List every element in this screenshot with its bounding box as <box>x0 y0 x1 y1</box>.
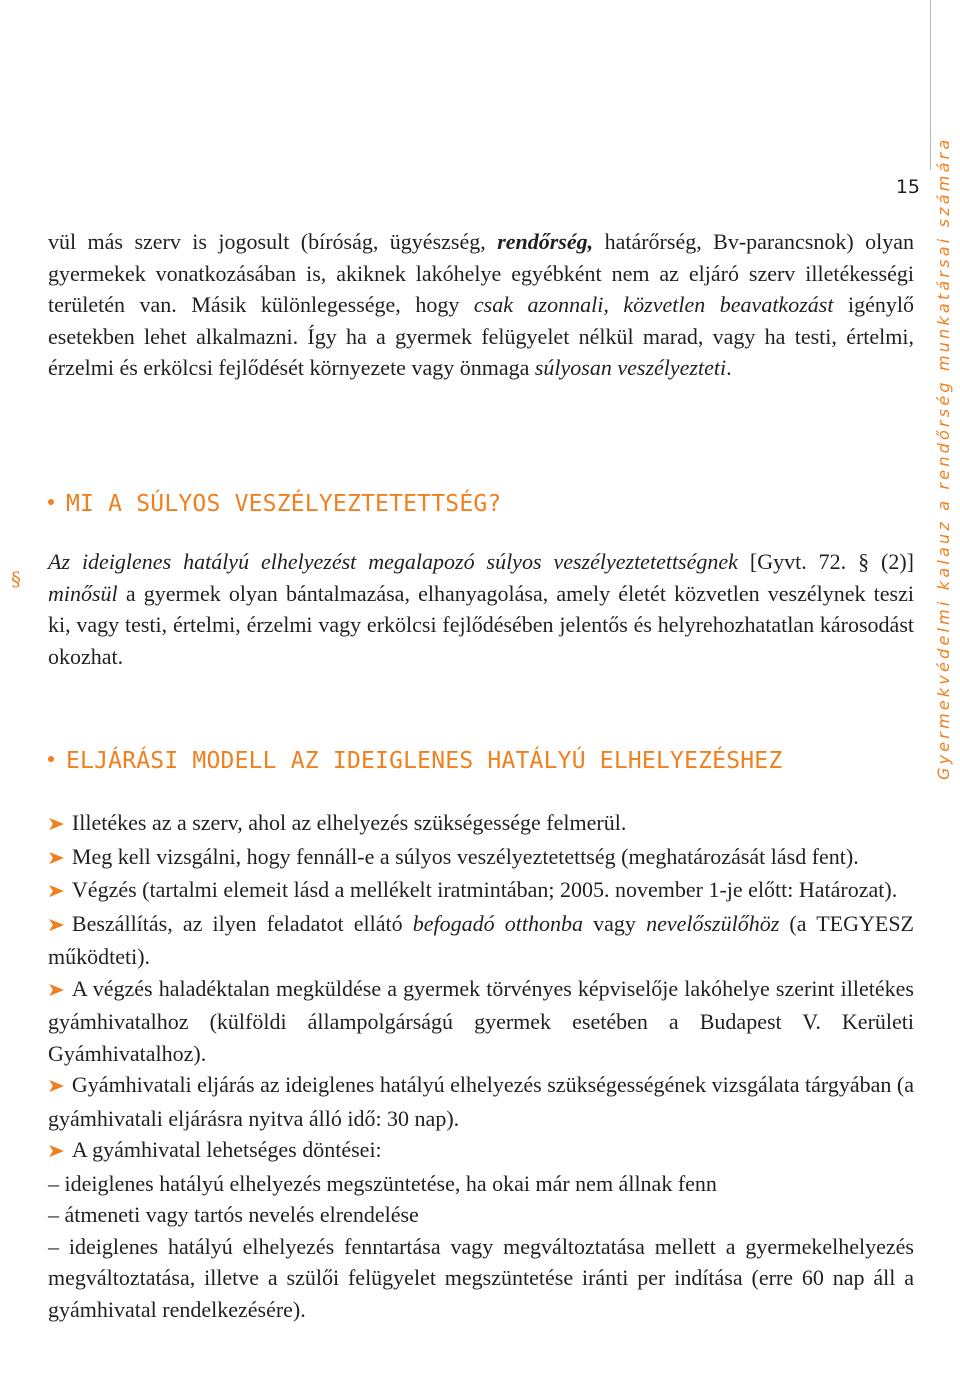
list-item-text: Illetékes az a szerv, ahol az elhelyezés szükségessége felmerül. <box>71 810 627 835</box>
arrow-icon: ➤ <box>46 914 66 936</box>
list-item <box>48 908 914 973</box>
list-item-emphasis: befogadó otthonba <box>412 910 584 936</box>
arrow-icon: ➤ <box>46 881 66 902</box>
margin-rule <box>930 0 931 170</box>
paragraph-2 <box>48 546 914 672</box>
side-title: Gyermekvédelmi kalauz a rendőrség munkatársai számára <box>934 136 953 780</box>
heading-procedure-model <box>48 748 908 774</box>
arrow-icon: ➤ <box>46 1076 66 1097</box>
arrow-icon: ➤ <box>46 1141 66 1162</box>
list-item <box>48 874 914 908</box>
list-item-text: Gyámhivatali eljárás az ideiglenes hatályú elhelyezés szükségességének vizsgálata tárgyában (a gyámhivatali eljárásra nyitva álló idő: 30 nap). <box>48 1072 914 1131</box>
list-item <box>48 973 914 1070</box>
p2-emphasis-2: minősül <box>48 580 118 606</box>
list-item <box>48 841 914 875</box>
p1-emphasis-1: csak azonnali, közvetlen beavatkozást <box>473 292 834 317</box>
list-item <box>48 1069 914 1134</box>
arrow-icon: ➤ <box>46 979 66 1001</box>
arrow-icon: ➤ <box>46 847 66 869</box>
heading-bullet-icon <box>48 499 54 505</box>
sub-list-item: – ideiglenes hatályú elhelyezés megszüntetése, ha okai már nem állnak fenn <box>48 1170 717 1196</box>
p2-text-2: a gyermek olyan bántalmazása, elhanyagolása, amely életét közvetlen veszélynek teszi ki, vagy testi, értelmi, érzelmi vagy erkölcsi fejlődésében jelentős és helyrehozhatatlan károsodást okozhat. <box>48 580 914 669</box>
section-symbol-icon: § <box>11 567 21 591</box>
heading-2-text: ELJÁRÁSI MODELL AZ IDEIGLENES HATÁLYÚ ELHELYEZÉSHEZ <box>66 748 783 774</box>
paragraph-1 <box>48 226 914 384</box>
list-item-text: vagy <box>583 910 647 936</box>
sub-list-item: – ideiglenes hatályú elhelyezés fenntartása vagy megváltoztatása mellett a gyermekelhelyezés megváltoztatása, illetve a szülői felügyelet megszüntetése iránti per indítása (erre 60 nap áll a gyámhivatal rendelkezésére). <box>48 1233 914 1322</box>
list-item-text: (a TEGYESZ működteti). <box>48 910 914 969</box>
p1-text-3: igénylő esetekben lehet alkalmazni. Így ha a gyermek felügyelet nélkül marad, vagy ha testi, értelmi, érzelmi és erkölcsi fejlődését környezete vagy önmaga <box>48 292 914 380</box>
p1-text-1: vül más szerv is jogosult (bíróság, ügyészség, <box>48 229 498 254</box>
p2-emphasis-1: Az ideiglenes hatályú elhelyezést megalapozó súlyos veszélyeztetettségnek <box>48 549 738 574</box>
page-number: 15 <box>895 176 920 198</box>
list-item-text: Végzés (tartalmi elemeit lásd a mellékelt iratmintában; 2005. november 1-je előtt: Határozat). <box>71 877 898 902</box>
p1-bold-term: rendőrség, <box>497 229 594 254</box>
list-item-text: Beszállítás, az ilyen feladatot ellátó <box>71 910 413 936</box>
heading-bullet-icon <box>48 756 54 762</box>
list-item <box>48 1134 914 1168</box>
p1-text-2: határőrség, Bv-parancsnok) olyan gyermekek vonatkozásában is, akiknek lakóhelye egyébként nem az eljáró szerv illetékességi területén van. Másik különlegessége, hogy <box>48 229 914 317</box>
procedure-list <box>48 807 914 1325</box>
arrow-icon: ➤ <box>46 814 66 835</box>
p1-emphasis-2: súlyosan veszélyezteti <box>534 355 727 380</box>
p1-text-4: . <box>726 355 732 380</box>
list-item <box>48 807 914 841</box>
heading-1-text: MI A SÚLYOS VESZÉLYEZTETETTSÉG? <box>66 491 502 517</box>
list-item-emphasis: nevelőszülőhöz <box>646 910 780 936</box>
list-item-text: A végzés haladéktalan megküldése a gyermek törvényes képviselője lakóhelye szerint illetékes gyámhivatalhoz (külföldi állampolgárságú gyermek esetében a Budapest V. Kerületi Gyámhivatalhoz). <box>48 975 914 1066</box>
sub-list-item: – átmeneti vagy tartós nevelés elrendelése <box>48 1202 419 1227</box>
list-item-text: Meg kell vizsgálni, hogy fennáll-e a súlyos veszélyeztetettség (meghatározását lásd fent). <box>71 843 859 869</box>
p2-text-1: [Gyvt. 72. § (2)] <box>737 549 915 574</box>
heading-severe-endangerment <box>48 491 908 517</box>
list-item-text: A gyámhivatal lehetséges döntései: <box>71 1137 382 1162</box>
